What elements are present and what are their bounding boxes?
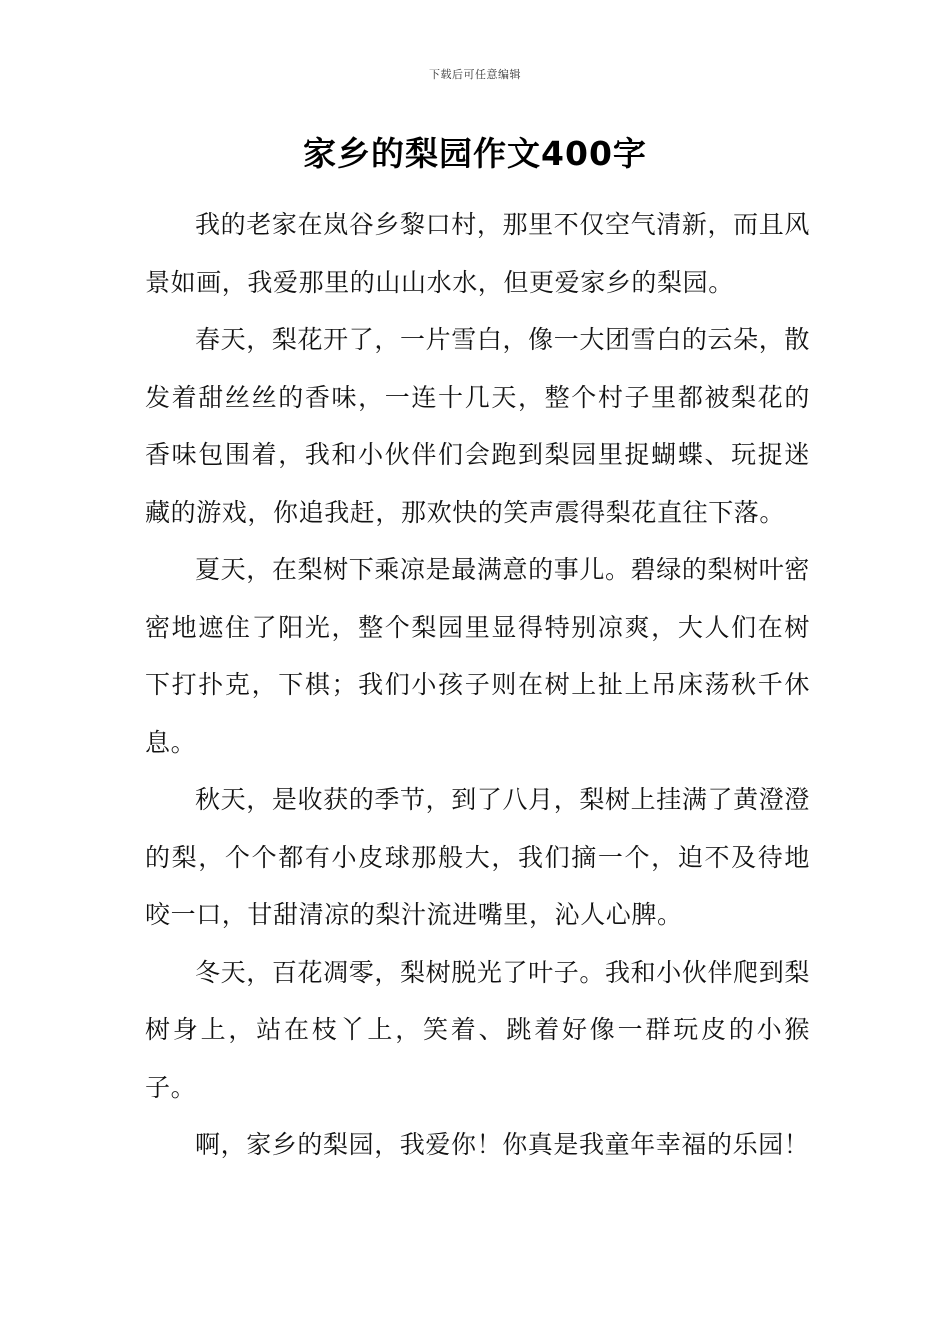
paragraph-6: 啊，家乡的梨园，我爱你！你真是我童年幸福的乐园！ xyxy=(195,1130,810,1159)
paragraph-4: 秋天，是收获的季节，到了八月，梨树上挂满了黄澄澄的梨，个个都有小皮球那般大，我们摘一个，迫不及待地咬一口，甘甜清凉的梨汁流进嘴里，沁人心脾。 xyxy=(145,785,810,929)
header-note: 下载后可任意编辑 xyxy=(429,68,521,81)
paragraph-1: 我的老家在岚谷乡黎口村，那里不仅空气清新，而且风景如画，我爱那里的山山水水，但更爱家乡的梨园。 xyxy=(145,210,810,297)
paragraph-5: 冬天，百花凋零，梨树脱光了叶子。我和小伙伴爬到梨树身上，站在枝丫上，笑着、跳着好像一群玩皮的小猴子。 xyxy=(145,957,810,1102)
document-title: 家乡的梨园作文400字 xyxy=(303,134,647,173)
paragraph-2: 春天，梨花开了，一片雪白，像一大团雪白的云朵，散发着甜丝丝的香味，一连十几天，整个村子里都被梨花的香味包围着，我和小伙伴们会跑到梨园里捉蝴蝶、玩捉迷藏的游戏，你追我赶，那欢快的笑声震得梨花直往下落。 xyxy=(145,325,810,527)
essay-body xyxy=(145,196,810,1174)
paragraph-3: 夏天，在梨树下乘凉是最满意的事儿。碧绿的梨树叶密密地遮住了阳光，整个梨园里显得特别凉爽，大人们在树下打扑克，下棋；我们小孩子则在树上扯上吊床荡秋千休息。 xyxy=(145,555,810,757)
